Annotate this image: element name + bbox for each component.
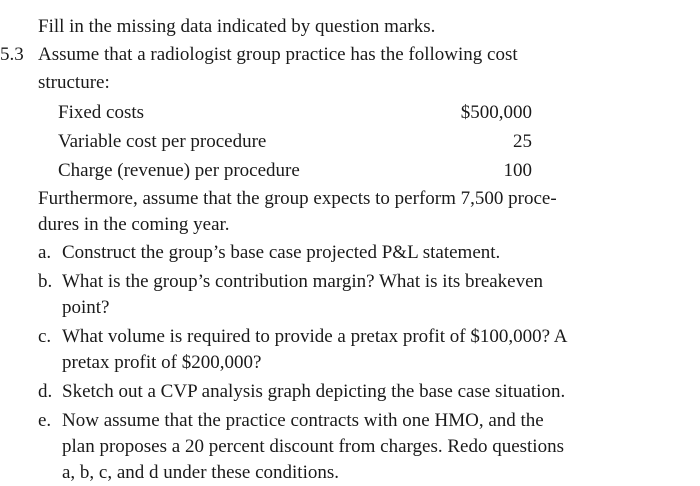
- problem-stem-line-1: Assume that a radiologist group practice has the following cost: [38, 44, 518, 65]
- further-line-2: dures in the coming year.: [38, 214, 230, 235]
- problem-number: 5.3: [0, 44, 24, 65]
- intro-text: Fill in the missing data indicated by question marks.: [38, 16, 436, 37]
- problem-stem-line-2: structure:: [38, 72, 110, 93]
- item-e-line-1: Now assume that the practice contracts with one HMO, and the: [62, 410, 544, 431]
- item-a-line-1: Construct the group’s base case projected P&L statement.: [62, 242, 501, 263]
- charge-value: 100: [503, 160, 532, 181]
- variable-cost-label: Variable cost per procedure: [58, 131, 267, 152]
- item-b-letter: b.: [38, 271, 53, 292]
- item-e-line-2: plan proposes a 20 percent discount from charges. Redo questions: [62, 436, 564, 457]
- fixed-costs-label: Fixed costs: [58, 102, 145, 123]
- item-e-letter: e.: [38, 410, 52, 431]
- item-d-letter: d.: [38, 381, 53, 402]
- variable-cost-value: 25: [513, 131, 532, 152]
- item-d-line-1: Sketch out a CVP analysis graph depicting the base case situation.: [62, 381, 566, 402]
- item-c-line-2: pretax profit of $200,000?: [62, 352, 262, 373]
- item-a-letter: a.: [38, 242, 52, 263]
- further-line-1: Furthermore, assume that the group expects to perform 7,500 proce-: [38, 188, 557, 209]
- fixed-costs-value: $500,000: [460, 102, 532, 123]
- item-b-line-2: point?: [62, 297, 110, 318]
- item-c-line-1: What volume is required to provide a pretax profit of $100,000? A: [62, 326, 568, 347]
- item-c-letter: c.: [38, 326, 52, 347]
- item-b-line-1: What is the group’s contribution margin? What is its breakeven: [62, 271, 544, 292]
- charge-label: Charge (revenue) per procedure: [58, 160, 300, 181]
- item-e-line-3: a, b, c, and d under these conditions.: [62, 462, 340, 483]
